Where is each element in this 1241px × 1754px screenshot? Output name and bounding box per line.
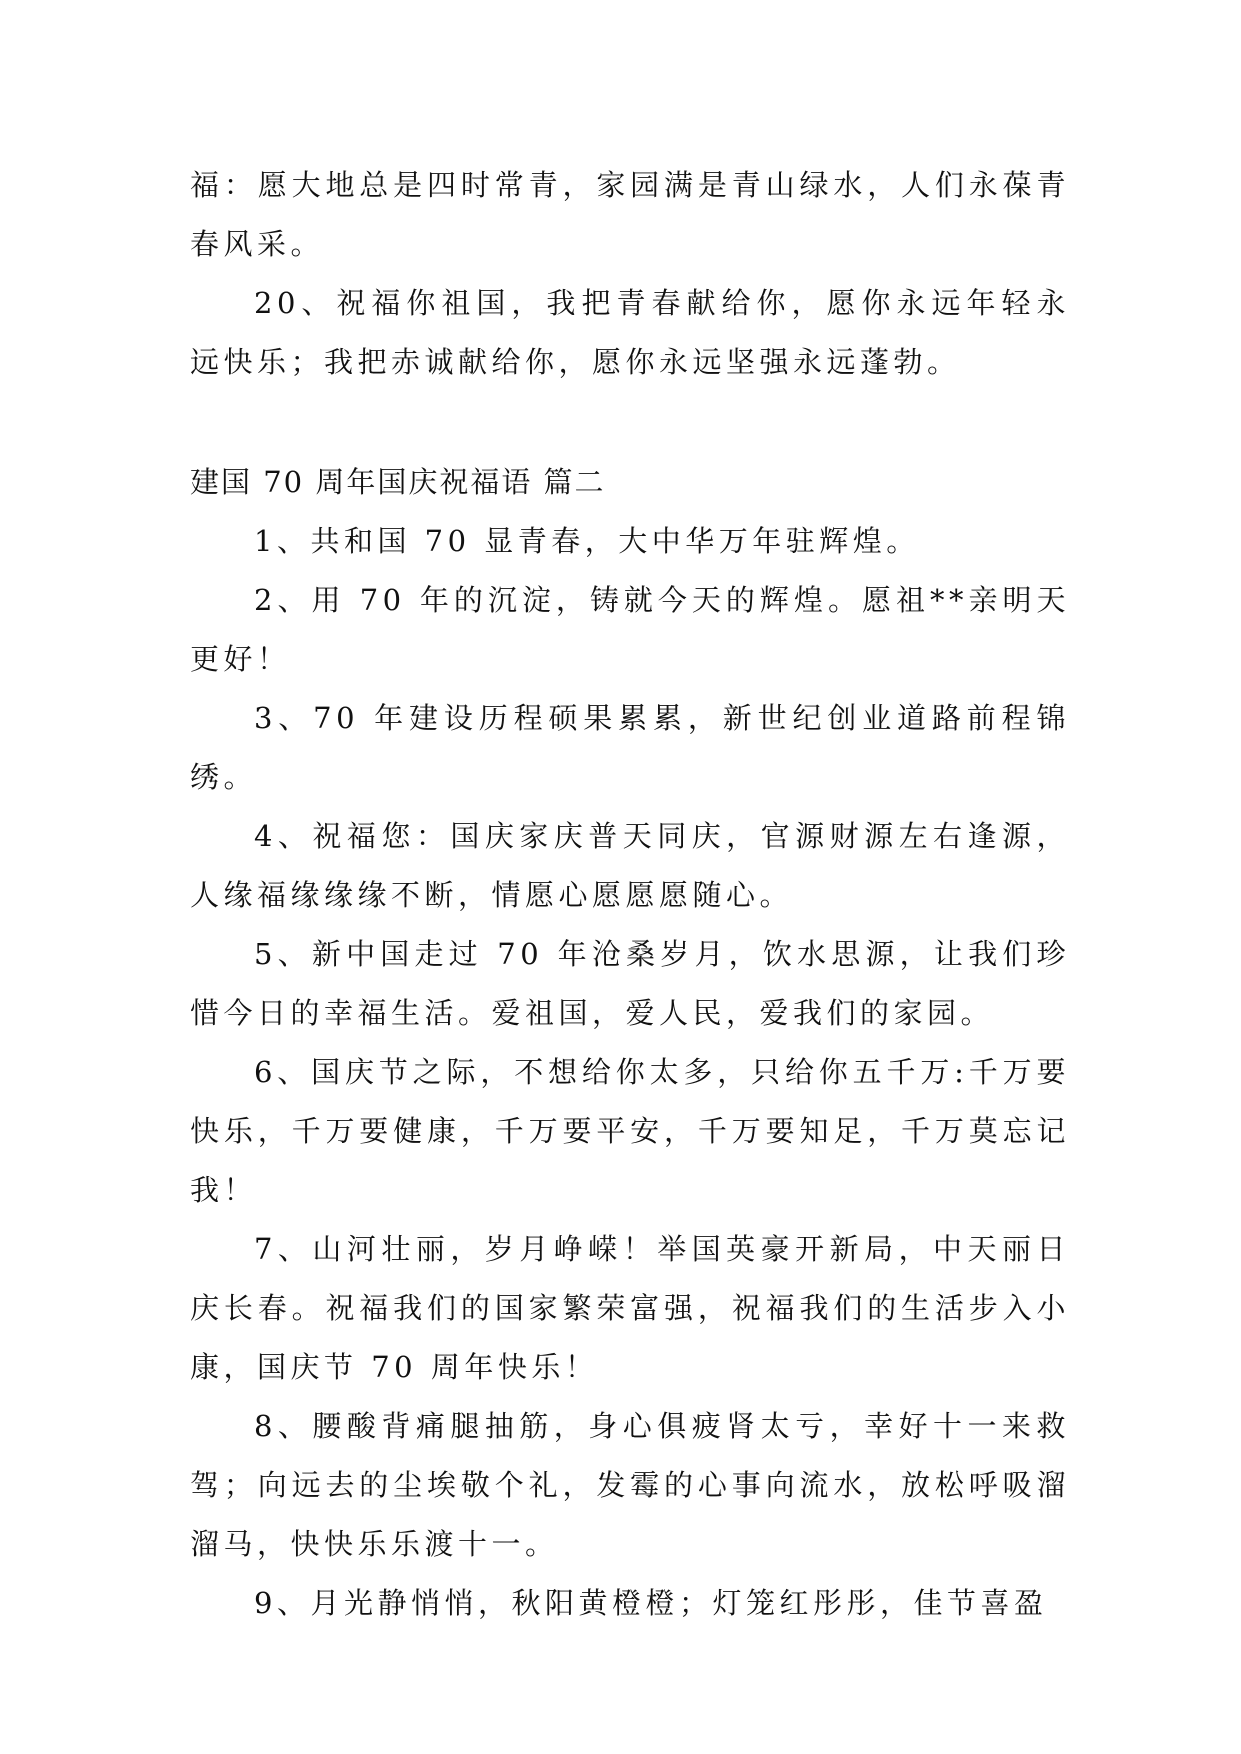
list-item-6: 6、国庆节之际，不想给你太多，只给你五千万:千万要快乐，千万要健康，千万要平安，千万要知足，千万莫忘记我！ (190, 1055, 1070, 1207)
section-heading: 建国 70 周年国庆祝福语 篇二 (190, 465, 606, 499)
list-item-1: 1、共和国 70 显青春，大中华万年驻辉煌。 (254, 524, 920, 558)
paragraph-continuation: 福：愿大地总是四时常青，家园满是青山绿水，人们永葆青春风采。 (190, 168, 1070, 261)
paragraph-item-20: 20、祝福你祖国，我把青春献给你，愿你永远年轻永远快乐；我把赤诚献给你，愿你永远坚强永远蓬勃。 (190, 286, 1070, 379)
list-item-5: 5、新中国走过 70 年沧桑岁月，饮水思源，让我们珍惜今日的幸福生活。爱祖国，爱人民，爱我们的家园。 (190, 937, 1070, 1030)
list-item-7: 7、山河壮丽，岁月峥嵘！举国英豪开新局，中天丽日庆长春。祝福我们的国家繁荣富强，祝福我们的生活步入小康，国庆节 70 周年快乐！ (190, 1232, 1070, 1384)
list-item-8: 8、腰酸背痛腿抽筋，身心俱疲肾太亏，幸好十一来救驾；向远去的尘埃敬个礼，发霉的心事向流水，放松呼吸溜溜马，快快乐乐渡十一。 (190, 1409, 1070, 1561)
list-item-2: 2、用 70 年的沉淀，铸就今天的辉煌。愿祖**亲明天更好！ (190, 583, 1070, 676)
list-item-4: 4、祝福您：国庆家庆普天同庆，官源财源左右逢源，人缘福缘缘缘不断，情愿心愿愿愿随心。 (190, 819, 1070, 912)
document-body (190, 156, 1070, 1633)
list-item-9: 9、月光静悄悄，秋阳黄橙橙；灯笼红彤彤，佳节喜盈 (254, 1586, 1048, 1620)
list-item-3: 3、70 年建设历程硕果累累，新世纪创业道路前程锦绣。 (190, 701, 1070, 794)
